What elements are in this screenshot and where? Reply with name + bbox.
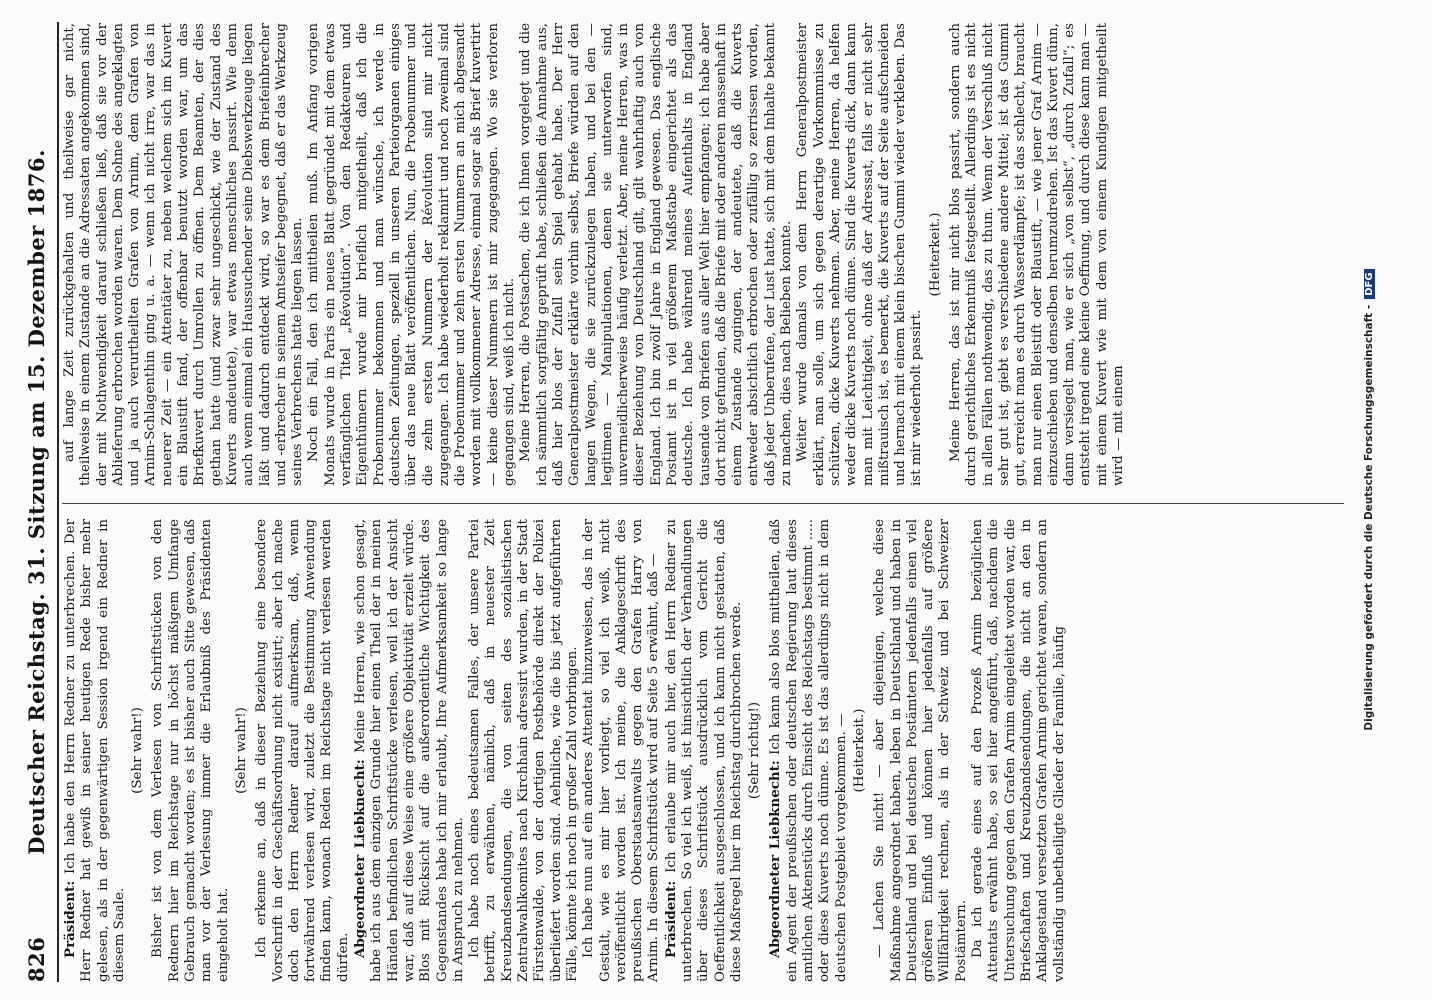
speaker-name: Abgeordneter Liebknecht: (352, 759, 369, 958)
paragraph: Meine Herren, das ist mir nicht blos passirt, sondern auch durch gerichtliches Erkenntniß festgestellt. Allerdings ist es nicht in allen Fällen nothwendig, das zu thun. Wenn der Verschluß nicht sehr gut ist, giebt es verschiedene andere Mittel; ist das Gummi gut, erreicht man es durch Wasserdämpfe; ist das schlecht, braucht man nur einen Bleistift oder Blaustift, — wie jener Graf Arnim — einzuschieben und denselben herumzudrehen. Ist das Kuvert dünn, dann versiegelt man, wie er sich „von selbst“, „durch Zufall“; es entsteht irgend eine kleine Oeffnung, und durch diese kann man — mit einem Kuvert wie mit dem von einem Kundigen mitgetheilt wird — mit einem (948, 23, 1126, 486)
interjection: (Heiterkeit.) (927, 212, 943, 297)
paragraph: Ich habe nun auf ein anderes Attentat hinzuweisen, das in der Gestalt, wie es mir hier vorliegt, so viel ich weiß, nicht veröffentlicht worden ist. Ich meine, die Anklageschrift des preußischen Oberstaatsanwalts gegen den Grafen Harry von Arnim. In diesem Schriftstück wird auf Seite 5 erwähnt, daß — (581, 519, 662, 982)
speaker-name: Präsident: (62, 880, 78, 958)
paragraph: Ich habe noch eines bedeutsamen Falles, der unsere Partei betrifft, zu erwähnen, nämlich, daß in neuester Zeit Kreuzbandsendungen, die von seiten des sozialistischen Zentralwahlkomites nach Kirchhain adressirt wurden, in der Stadt Fürstenwalde, von der dortigen Postbehörde direkt der Polizei überliefert worden sind. Aehnliche, wie die bis jetzt aufgeführten Fälle, könnte ich noch in großer Zahl vorbringen. (467, 519, 580, 982)
left-text-column (62, 519, 1344, 982)
speech-paragraph (62, 519, 128, 982)
speaker-name: Abgeordneter Liebknecht: (767, 760, 784, 958)
interjection: (Heiterkeit.) (851, 708, 867, 793)
speech-paragraph (352, 519, 467, 982)
header-rule (57, 22, 59, 982)
speech-paragraph (767, 519, 849, 982)
credit-text: Digitalisierung gefördert durch die Deutsche Forschungsgemeinschaft - (1363, 304, 1375, 731)
column-divider (62, 503, 1344, 504)
paragraph: Ich erkenne an, daß in dieser Beziehung eine besondere Vorschrift in der Geschäftsordnung nicht existirt; aber ich mache doch den Herrn Redner darauf aufmerksam, daß, wenn fortwährend verlesen wird, zuletzt die Bestimmung Anwendung finden kann, wonach Reden im Reichstage nicht verlesen werden dürfen. (254, 519, 351, 982)
paragraph: Da ich gerade eines auf den Prozeß Arnim bezüglichen Attentats erwähnt habe, so sei hier angeführt, daß, nachdem die Untersuchung gegen den Grafen Arnim eingeleitet worden war, die Briefschaften und Kreuzbandsendungen, die nicht an den in Anklagestand versetzten Grafen Arnim gerichtet waren, sondern an vollständig unbetheiligte Glieder der Familie, häufig (970, 519, 1067, 982)
page-title: Deutscher Reichstag. 31. Sitzung am 15. Dezember 1876. (24, 149, 49, 855)
speaker-name: Präsident: (662, 880, 679, 958)
speech-text: Ich erlaube mir auch hier, den Herrn Redner zu unterbrechen. So viel ich weiß, ist hinsichtlich der Verhandlungen über dieses Schriftstück ausdrücklich vom Gericht die Oeffentlichkeit ausgeschlossen, und ich kann nicht gestatten, daß diese Maßregel hier im Reichstag durchbrochen werde. (663, 519, 744, 982)
paragraph: Noch ein Fall, den ich mittheilen muß. Im Anfang vorigen Monats wurde in Paris ein neues Blatt gegründet mit dem etwas verfänglichen Titel „Révolution“. Von den Redakteuren und Eigenthümern wurde mir brieflich mitgetheilt, daß ich die Probenummer bekommen und man wünsche, ich werde in deutschen Zeitungen, speziell in unseren Parteiorganen einiges über das neue Blatt veröffentlichen. Nun, die Probenummer und die zehn ersten Nummern der Révolution sind mir nicht zugegangen. Ich habe wiederholt reklamirt und noch zweimal sind die Probenummer und zehn ersten Nummern an mich abgesandt worden mit vollkommener Adresse, einmal sogar als Brief kuvertirt — keine dieser Nummern ist mir zugegangen. Wo sie verloren gegangen sind, weiß ich nicht. (306, 23, 518, 486)
paragraph: Weiter wurde damals von dem Herrn Generalpostmeister erklärt, man solle, um sich gegen derartige Vorkommnisse zu schützen, dicke Kuverts nehmen. Aber, meine Herren, da helfen weder dicke Kuverts noch dünne. Sind die Kuverts dick, dann kann man mit Leichtigkeit, ohne daß der Adressat, falls er nicht sehr mißtrauisch ist, es bemerkt, die Kuverts auf der Seite aufschneiden und hernach mit einem klein bischen Gummi wieder verkleben. Das ist mir wiederholt passirt. (795, 23, 925, 486)
paragraph: auf lange Zeit zurückgehalten und theilweise gar nicht, theilweise in einem Zustande an die Adressaten angekommen sind, der mit Nothwendigkeit darauf schließen ließ, daß sie vor der Ablieferung erbrochen worden waren. Dem Sohne des angeklagten und ja auch verurtheilten Grafen von Arnim, dem Grafen von Arnim-Schlagenthin ging u. a. — wenn ich nicht irre, war das in neuerer Zeit — ein Attentäter zu, neben welchem sich im Kuvert ein Blaustift fand, der offenbar benutzt worden war, um das Briefkuvert durch Umrollen zu öffnen. Dem Beamten, der dies gethan hatte (und zwar sehr ungeschickt, wie der Zustand des Kuverts andeutete), war etwas menschliches passirt. Wie denn auch wenn einmal ein Haussuchender seine Diebswerkzeuge liegen läßt und dadurch entdeckt wird, so war es dem Briefeinbrecher und -erbrecher in seinem Amtseifer begegnet, daß er das Werkzeug seines Verbrechens hatte liegen lassen. (62, 23, 306, 486)
page-header (18, 22, 58, 982)
speech-paragraph (663, 519, 745, 982)
interjection: (Sehr wahr!) (130, 707, 146, 794)
interjection: (Sehr richtig!) (747, 701, 763, 800)
paragraph: Bisher ist von dem Verlesen von Schriftstücken von den Rednern hier im Reichstage nur in höchst mäßigem Umfange Gebrauch gemacht worden; es ist bisher auch Sitte gewesen, daß man vor der Verlesung immer die Erlaubniß des Präsidenten eingeholt hat. (150, 519, 231, 982)
interjection: (Sehr wahr!) (233, 707, 249, 794)
paragraph: Meine Herren, die Postsachen, die ich Ihnen vorgelegt und die ich sämmtlich sorgfältig geprüft habe, schließen die Annahme aus, daß hier blos der Zufall sein Spiel gehabt habe. Der Herr Generalpostmeister erklärte vorhin selbst, Briefe würden auf den langen Wegen, die sie zurückzulegen haben, und bei den — legitimen — Manipulationen, denen sie unterworfen sind, unvermeidlicherweise häufig verletzt. Aber, meine Herren, was in dieser Beziehung von Deutschland gilt, gilt wahrhaftig auch von England. Ich bin zwölf Jahre in England gewesen. Das englische Postamt ist in viel größerem Maßstabe eingerichtet als das deutsche. Ich habe während meines Aufenthalts in England tausende von Briefen aus aller Welt hier empfangen; ich habe aber dort nicht gefunden, daß die Briefe mit oder anderen massenhaft in einem Zustande zugingen, der andeutete, daß die Kuverts entweder absichtlich erbrochen oder zufällig so zerrissen worden, daß jeder Unberufene, der Lust hatte, sich mit dem Inhalte bekannt zu machen, dies nach Belieben konnte. (518, 23, 795, 486)
page-number: 826 (24, 936, 49, 982)
speech-text: Ich habe den Herrn Redner zu unterbrechen. Der Herr Redner hat gewiß in seiner heutigen Rede bisher mehr gelesen, als in der gegenwärtigen Session irgend ein Redner in diesem Saale. (63, 519, 127, 982)
right-text-column (62, 23, 1344, 486)
speech-text: Meine Herren, wie schon gesagt, habe ich aus dem einzigen Grunde hier einen Theil der in meinen Händen befindlichen Schriftstücke verlesen, weil ich der Ansicht war, daß auf diese Weise eine größere Objektivität erzielt würde. Blos mit Rücksicht auf die außerordentliche Wichtigkeit des Gegenstandes habe ich mir erlaubt, Ihre Aufmerksamkeit so lange in Anspruch zu nehmen. (353, 519, 466, 982)
dfg-logo: DFG (1364, 269, 1375, 298)
paragraph: — Lachen Sie nicht! — aber diejenigen, welche diese Maßnahme angeordnet haben, leben in Deutschland und haben in Deutschland und bei deutschen Postämtern jedenfalls einen viel größeren Einfluß und können hier jedenfalls auf größere Willfährigkeit rechnen, als in der Schweiz und bei Schweizer Postämtern. (872, 519, 969, 982)
digitization-credit (1363, 0, 1375, 1000)
speech-text: Ich kann also blos mittheilen, daß ein Agent der preußischen oder deutschen Regierung laut dieses amtlichen Aktenstücks durch Einsicht des Reichstags bestimmt ..... oder diese Kuverts noch dünne. Es ist das allerdings nicht in dem deutschen Postgebiet vorgekommen. — (768, 519, 849, 982)
